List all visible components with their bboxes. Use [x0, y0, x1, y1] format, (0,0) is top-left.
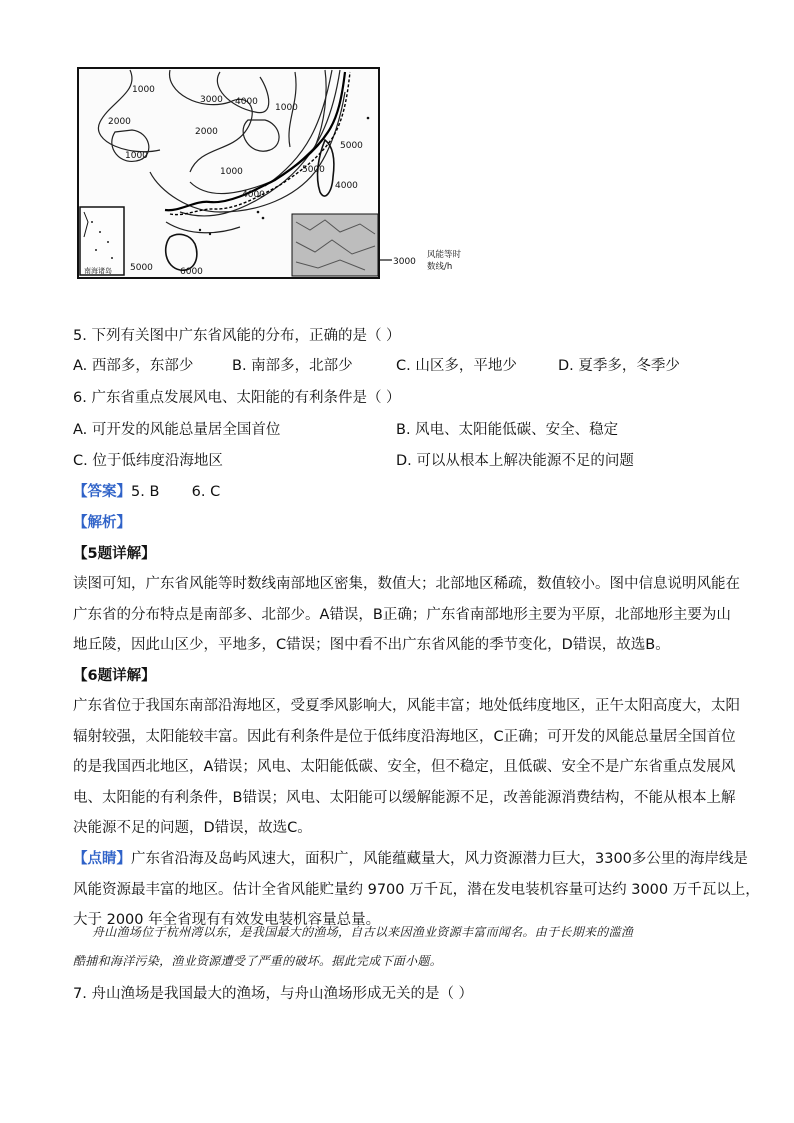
text-line	[73, 844, 748, 875]
wind-energy-map	[70, 62, 480, 284]
material-line-1: 舟山渔场位于杭州湾以东，是我国最大的渔场，自古以来因渔业资源丰富而闻名。由于长期来的滥渔	[92, 925, 634, 939]
contour-label: 4000	[335, 181, 358, 191]
legend-value: 3000	[393, 257, 416, 267]
detail6-label: 【6题详解】	[73, 668, 156, 684]
material-line-2: 酷捕和海洋污染，渔业资源遭受了严重的破坏。据此完成下面小题。	[73, 954, 443, 968]
contour-label: 5000	[340, 141, 363, 151]
answer-line	[73, 482, 220, 502]
analysis-label: 【解析】	[73, 515, 131, 531]
contour-label: 4000	[242, 190, 265, 200]
text-line: 的是我国西北地区，A错误；风电、太阳能低碳、安全，但不稳定，且低碳、安全不是广东省重点发展风	[73, 759, 736, 775]
tip-line-1: 广东省沿海及岛屿风速大，面积广，风能蕴藏量大，风力资源潜力巨大，3300多公里的海岸线是	[131, 851, 748, 867]
question-5-stem: 5. 下列有关图中广东省风能的分布，正确的是（ ）	[73, 328, 401, 344]
contour-label: 2000	[195, 127, 218, 137]
q5-option-c: C. 山区多，平地少	[396, 358, 517, 374]
contour-label: 5000	[130, 263, 153, 273]
text-line: 电、太阳能的有利条件，B错误；风电、太阳能可以缓解能源不足，改善能源消费结构，不能从根本上解	[73, 789, 736, 806]
text-line: 广东省的分布特点是南部多、北部少。A错误，B正确；广东省南部地形主要为平原，北部地形主要为山	[73, 606, 731, 623]
detail6-paragraph	[73, 691, 740, 844]
q6-option-a: A. 可开发的风能总量居全国首位	[73, 422, 281, 438]
question-7-stem: 7. 舟山渔场是我国最大的渔场，与舟山渔场形成无关的是（ ）	[73, 986, 474, 1002]
tip-label: 【点睛】	[73, 851, 131, 867]
contour-label: 1000	[275, 103, 298, 113]
q5-option-a: A. 西部多，东部少	[73, 358, 194, 374]
contour-label: 2000	[108, 117, 131, 127]
q5-option-d: D. 夏季多，冬季少	[558, 358, 680, 374]
text-line: 地丘陵，因此山区少，平地多，C错误；图中看不出广东省风能的季节变化，D错误，故选B。	[73, 637, 670, 653]
q6-option-c: C. 位于低纬度沿海地区	[73, 453, 223, 469]
contour-label: 3000	[200, 95, 223, 105]
text-line: 风能资源最丰富的地区。估计全省风能贮量约 9700 万千瓦，潜在发电装机容量可达约 3000 万千瓦以上，	[73, 881, 760, 898]
legend-title: 风能等时	[427, 250, 462, 260]
analysis-line	[73, 513, 131, 533]
text-line: 辐射较强，太阳能较丰富。因此有利条件是位于低纬度沿海地区，C正确；可开发的风能总量居全国首位	[73, 728, 736, 745]
inset-label: 南海诸岛	[84, 267, 112, 275]
contour-label: 1000	[132, 85, 155, 95]
text-line: 读图可知，广东省风能等时数线南部地区密集，数值大；北部地区稀疏，数值较小。图中信息说明风能在	[73, 576, 740, 592]
tip-paragraph	[73, 844, 760, 936]
terrain-patch	[292, 214, 378, 276]
detail5-label: 【5题详解】	[73, 546, 156, 562]
q6-option-b: B. 风电、太阳能低碳、安全、稳定	[396, 422, 619, 438]
contour-label: 1000	[125, 151, 148, 161]
detail5-heading	[73, 544, 156, 564]
q5-option-b: B. 南部多，北部少	[232, 358, 353, 374]
contour-label: 1000	[220, 167, 243, 177]
text-line: 广东省位于我国东南部沿海地区，受夏季风影响大，风能丰富；地处低纬度地区，正午太阳高度大，太阳	[73, 698, 740, 714]
text-line: 决能源不足的问题，D错误，故选C。	[73, 820, 312, 836]
detail5-paragraph	[73, 569, 740, 661]
contour-label: 6000	[180, 267, 203, 277]
answer-text: 5. B 6. C	[131, 484, 221, 500]
detail6-heading	[73, 666, 156, 686]
contour-label: 4000	[235, 97, 258, 107]
contour-label: 5000	[302, 165, 325, 175]
text-line: 大于 2000 年全省现有有效发电装机容量总量。	[73, 912, 381, 928]
q6-option-d: D. 可以从根本上解决能源不足的问题	[396, 453, 634, 469]
question-6-stem: 6. 广东省重点发展风电、太阳能的有利条件是（ ）	[73, 390, 401, 406]
answer-label: 【答案】	[73, 484, 131, 500]
legend-unit: 数线/h	[427, 262, 453, 272]
